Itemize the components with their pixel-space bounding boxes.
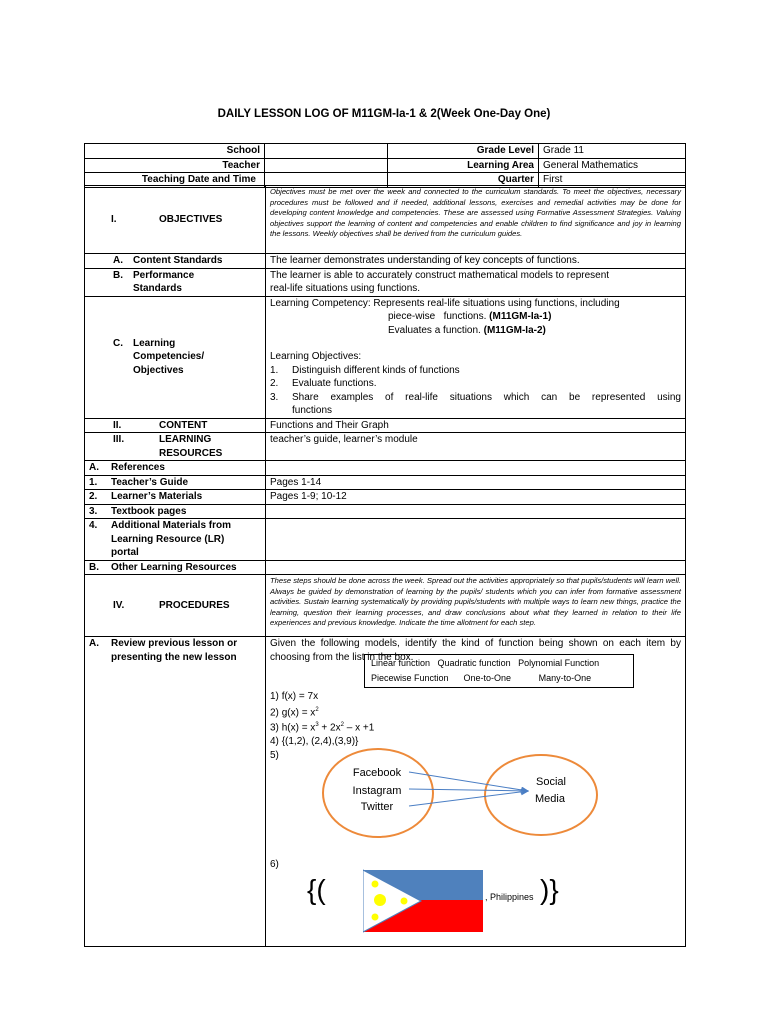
item-3-num: 3)	[270, 722, 279, 734]
content-heading	[85, 418, 266, 433]
teachers-guide-heading	[85, 475, 266, 490]
item-6-num: 6)	[270, 859, 279, 871]
additional-materials-value	[266, 519, 686, 561]
learning-competency-line-1: Learning Competency: Represents real-life situations using functions, including	[270, 297, 620, 309]
set-close-bracket: )}	[540, 874, 559, 905]
set-open-bracket: {(	[307, 874, 326, 905]
learning-objective-2	[270, 377, 681, 391]
review-label-2: presenting the new lesson	[111, 651, 237, 663]
objectives-num: I.	[111, 213, 117, 225]
range-social: Social	[536, 776, 566, 788]
additional-label-1: Additional Materials from	[111, 520, 232, 531]
competencies-label-3: Objectives	[133, 364, 184, 376]
arrow-facebook	[409, 772, 528, 791]
objective-text: Share examples of real-life situations which can be represented using	[292, 391, 681, 403]
procedures-label: PROCEDURES	[159, 599, 230, 611]
item-3-exponent-2: 2	[340, 722, 344, 729]
domain-twitter: Twitter	[360, 801, 394, 813]
teacher-label: Teacher	[85, 158, 265, 173]
additional-label-3: portal	[111, 547, 139, 558]
item-2	[270, 704, 681, 720]
content-num: II.	[113, 419, 122, 431]
range-media: Media	[535, 793, 565, 805]
item-3-text-a: h(x) = x	[281, 722, 316, 734]
performance-standards-value	[266, 268, 686, 296]
learners-materials-heading	[85, 490, 266, 505]
content-standards-num: A.	[113, 255, 123, 266]
learning-area-label: Learning Area	[388, 158, 539, 173]
competencies-label-1: Learning	[133, 337, 176, 349]
procedures-heading	[85, 575, 266, 637]
page-title: DAILY LESSON LOG OF M11GM-Ia-1 & 2(Week One-Day One)	[217, 108, 551, 120]
arrow-twitter	[409, 791, 528, 806]
competencies-num: C.	[113, 337, 123, 349]
choices-row-1: Linear function Quadratic function Polynomial Function	[371, 658, 600, 668]
learning-competency-line-3	[270, 324, 681, 338]
performance-standards-line-1: The learner is able to accurately construct mathematical models to represent	[270, 269, 610, 281]
school-label: School	[85, 144, 265, 159]
learning-objective-1	[270, 364, 681, 378]
learners-materials-label: Learner’s Materials	[111, 491, 203, 502]
philippines-flag-image	[363, 869, 483, 933]
objective-number: 1.	[270, 364, 279, 376]
teachers-guide-num: 1.	[89, 476, 98, 488]
competencies-value	[266, 296, 686, 418]
domain-facebook: Facebook	[352, 767, 402, 779]
function-choices-box	[364, 654, 634, 688]
quarter-label: Quarter	[388, 173, 539, 188]
competency-code-1: (M11GM-Ia-1)	[489, 311, 552, 322]
review-heading	[85, 637, 266, 947]
resources-num: III.	[113, 434, 125, 445]
objectives-note: Objectives must be met over the week and connected to the curriculum standards. To meet the objectives, necessary procedures must be followed and if needed, additional lessons, exercises and remedial activities may be done for developing content knowledge and competencies. These are assessed using Formative Assessment Strategies. Valuing objectives support the learning of content and competencies and enable children to find significance and joy in learning the lessons. Weekly objectives shall be derived from the curriculum guides.	[266, 186, 686, 254]
choices-row-2: Piecewise Function One-to-One Many-to-One	[371, 673, 592, 683]
item-2-num: 2)	[270, 706, 279, 718]
resources-label-1: LEARNING	[159, 434, 212, 445]
item-1-text: f(x) = 7x	[281, 691, 319, 702]
flag-label: , Philippines	[485, 892, 534, 902]
performance-standards-heading	[85, 268, 266, 296]
performance-standards-label-2: Standards	[133, 283, 182, 294]
item-4-text: {(1,2), (2,4),(3,9)}	[281, 736, 359, 748]
domain-instagram: Instagram	[352, 785, 402, 797]
textbook-heading	[85, 504, 266, 519]
grade-level-label: Grade Level	[388, 144, 539, 159]
teacher-value	[265, 158, 388, 173]
teachers-guide-value: Pages 1-14	[266, 475, 686, 490]
competency-code-2: (M11GM-Ia-2)	[483, 324, 546, 336]
review-instruction: Given the following models, identify the kind of function being shown on each item by choosing from the list in the box.	[270, 638, 681, 663]
learning-objective-3	[270, 391, 681, 405]
review-num: A.	[89, 638, 99, 649]
references-value	[266, 461, 686, 476]
mapping-diagram	[310, 745, 650, 845]
item-1-num: 1)	[270, 691, 279, 702]
textbook-num: 3.	[89, 505, 98, 517]
competencies-heading	[85, 296, 266, 418]
learners-materials-value: Pages 1-9; 10-12	[266, 490, 686, 505]
objective-text: Evaluate functions.	[292, 378, 377, 389]
procedures-num: IV.	[113, 599, 125, 611]
learning-objective-3-cont: functions	[292, 405, 333, 416]
item-2-text: g(x) = x	[281, 706, 316, 718]
item-2-exponent: 2	[315, 706, 319, 713]
item-1	[270, 690, 681, 704]
resources-value: teacher’s guide, learner’s module	[266, 433, 686, 461]
item-5-num: 5)	[270, 749, 279, 761]
objective-number: 2.	[270, 378, 279, 389]
resources-label-2: RESOURCES	[159, 447, 223, 459]
item-3	[270, 719, 681, 735]
learning-competency-text-3: Evaluates a function.	[388, 324, 481, 336]
learning-competency-text-2: piece-wise functions.	[388, 311, 487, 322]
references-num: A.	[89, 462, 99, 473]
content-standards-label: Content Standards	[133, 255, 223, 266]
item-3-text-c: – x +1	[343, 722, 375, 734]
learning-area-value: General Mathematics	[539, 158, 686, 173]
objectives-label: OBJECTIVES	[159, 213, 223, 225]
performance-standards-label-1: Performance	[133, 269, 195, 281]
content-value: Functions and Their Graph	[266, 418, 686, 433]
grade-level-value: Grade 11	[539, 144, 686, 159]
learning-competency-line-2	[270, 310, 681, 324]
resources-heading	[85, 433, 266, 461]
competencies-label-2: Competencies/	[133, 351, 205, 363]
learners-materials-num: 2.	[89, 491, 98, 502]
arrow-instagram	[409, 789, 528, 791]
textbook-label: Textbook pages	[111, 505, 187, 517]
item-3-exponent-1: 3	[315, 722, 319, 729]
performance-standards-num: B.	[113, 269, 123, 281]
additional-label-2: Learning Resource (LR)	[111, 533, 225, 545]
additional-num: 4.	[89, 520, 98, 531]
other-resources-value	[266, 560, 686, 575]
header-table	[84, 143, 686, 188]
objectives-heading	[85, 186, 266, 254]
references-heading	[85, 461, 266, 476]
other-resources-heading	[85, 560, 266, 575]
performance-standards-line-2: real-life situations using functions.	[270, 283, 421, 294]
school-value	[265, 144, 388, 159]
additional-materials-heading	[85, 519, 266, 561]
content-label: CONTENT	[159, 419, 208, 431]
other-resources-num: B.	[89, 561, 99, 573]
objective-text: Distinguish different kinds of functions	[292, 364, 460, 376]
objective-number: 3.	[270, 391, 279, 403]
textbook-value	[266, 504, 686, 519]
learning-objectives-title: Learning Objectives:	[270, 351, 362, 362]
teachers-guide-label: Teacher’s Guide	[111, 476, 189, 488]
references-label: References	[111, 462, 165, 473]
review-label-1: Review previous lesson or	[111, 638, 238, 649]
quarter-value: First	[539, 173, 686, 188]
other-resources-label: Other Learning Resources	[111, 561, 237, 573]
teaching-date-label: Teaching Date and Time	[85, 173, 265, 188]
content-standards-value: The learner demonstrates understanding of key concepts of functions.	[266, 254, 686, 269]
content-standards-heading	[85, 254, 266, 269]
item-4-num: 4)	[270, 736, 279, 748]
procedures-note: These steps should be done across the week. Spread out the activities appropriately so that pupils/students will learn well. Always be guided by demonstration of learning by the pupils/ students which you can infer from formative assessment activities. Sustain learning systematically by providing pupils/students with multiple ways to learn new things, practice the learning, question their learning processes, and draw conclusions about what they learned in relation to their life experiences and previous knowledge. Indicate the time allotment for each step.	[266, 575, 686, 637]
item-3-text-b: + 2x	[318, 722, 341, 734]
